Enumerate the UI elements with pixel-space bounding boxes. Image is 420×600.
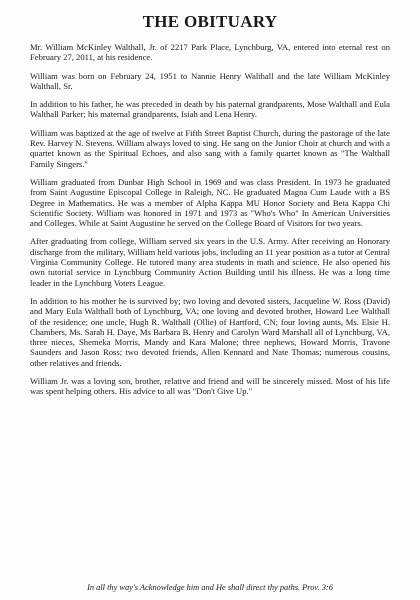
paragraph-baptism: William was baptized at the age of twelve at Fifth Street Baptist Church, during the pastorage of the late Rev. Harvey N. Stevens. William always loved to sing. He sang on the Junior Choir at church and with a quartet known as the Spiritual Echoes, and also sang with a family quartet known as "The Walthall Family Singers." bbox=[30, 127, 390, 169]
paragraph-residence: Mr. William McKinley Walthall, Jr. of 2217 Park Place, Lynchburg, VA, entered into eternal rest on February 27, 2011, at his residence. bbox=[30, 42, 390, 63]
paragraph-education: William graduated from Dunbar High School in 1969 and was class President. In 1973 he graduated from Saint Augustine Episcopal College in Raleigh, NC. He graduated Magna Cum Laude with a BS Degree in Mathematics. He was a member of Alpha Kappa MU Honor Society and Beta Kappa Chi Scientific Society. William was honored in 1971 and 1973 as "Who's Who" In American Universities and Colleges. While at Saint Augustine he served on the College Board of Visitors for two years. bbox=[30, 176, 390, 229]
scripture-verse: In all thy way's Acknowledge him and He shall direct thy paths. Prov. 3:6 bbox=[87, 583, 333, 592]
paragraph-survivors: In addition to his mother he is survived by; two loving and devoted sisters, Jacqueline W. Ross (David) and Mary Eula Walthall both of Lynchburg, VA; one loving and devoted brother, Howard Lee Walthall of the residence; one uncle, Hugh R. Walthall (Ollie) of Hartford, CN; four loving aunts, Ms. Elsie H. Chambers, Ms. Sarah H. Daye, Ms Barbara B. Henry and Carolyn Ward Marshall all of Lynchburg, VA, three nieces, Shemeka Morris, Mandy and Kara Malone; three nephews, Howard Morris, Travone Saunders and Jason Ross; two devoted friends, Allen Kennard and Nate Thomas; numerous cousins, other relatives and friends. bbox=[30, 295, 390, 368]
paragraph-birth: William was born on February 24, 1951 to Nannie Henry Walthall and the late William McKinley Walthall, Sr. bbox=[30, 70, 390, 91]
page-title: THE OBITUARY bbox=[142, 12, 278, 31]
paragraph-career: After graduating from college, William served six years in the U.S. Army. After receiving an Honorary discharge from the military, William held various jobs, including an 11 year position as a tutor at Central Virginia Community College. He tutored many area students in math and science. He also opened his own tutorial service in Lynchburg Community Action Building until his illness. He was a long time leader in the Lynchburg Voters League. bbox=[30, 236, 390, 288]
paragraph-preceded: In addition to his father, he was preceded in death by his paternal grandparents, Mose Walthall and Eula Walthall Parker; his maternal grandparents, Isiah and Lena Henry. bbox=[30, 99, 390, 120]
paragraph-closing: William Jr. was a loving son, brother, relative and friend and will be sincerely missed. Most of his life was spent helping others. His advice to all was "Don't Give Up." bbox=[30, 376, 390, 397]
